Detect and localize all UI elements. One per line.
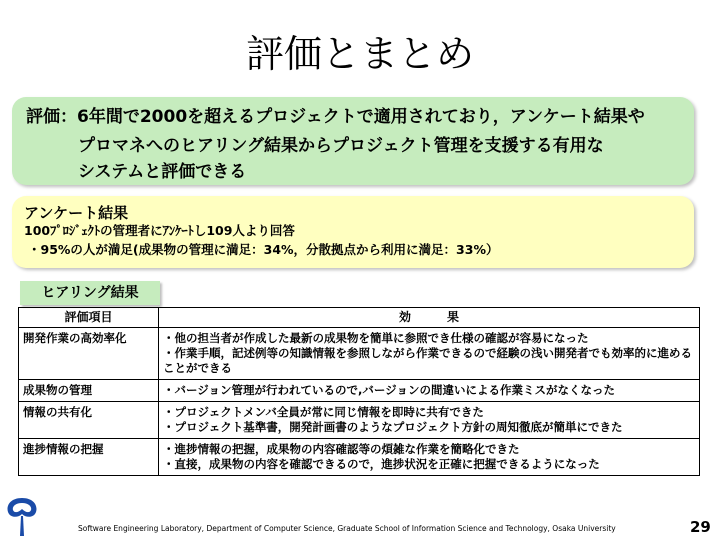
table-row [19, 439, 700, 476]
page-number: 29 [690, 518, 711, 536]
effect-text: ・バージョン管理が行われているので,バージョンの間違いによる作業ミスがなくなった [163, 383, 615, 397]
survey-heading: アンケート結果 [24, 204, 129, 222]
university-logo-icon [2, 494, 42, 542]
header-item: 評価項目 [19, 308, 159, 328]
footer-text: Software Engineering Laboratory, Department of Computer Science, Graduate School of Information Science and Technology, Osaka University [78, 524, 616, 533]
effect-text: ・他の担当者が作成した最新の成果物を簡単に参照でき仕様の確認が容易になった [163, 331, 589, 345]
survey-line-1: 100ﾌﾟﾛｼﾞｪｸﾄの管理者にｱﾝｹｰﾄし109人より回答 [24, 223, 295, 238]
slide-title: 評価とまとめ [245, 32, 474, 76]
table-row [19, 402, 700, 439]
row-item: 進捗情報の把握 [19, 439, 159, 476]
row-effects [159, 402, 700, 439]
header-effect: 効 果 [159, 308, 700, 328]
effect-text: ・作業手順，記述例等の知識情報を参照しながら作業できるので経験の浅い開発者でも効率的に進めることができる [163, 346, 692, 375]
row-item: 開発作業の高効率化 [19, 328, 159, 380]
table-row [19, 328, 700, 380]
table-header-row [19, 308, 700, 328]
survey-box [12, 196, 694, 268]
effect-text: ・直接，成果物の内容を確認できるので，進捗状況を正確に把握できるようになった [163, 457, 600, 471]
effect-text: ・プロジェクト基準書，開発計画書のようなプロジェクト方針の周知徹底が簡単にできた [163, 420, 623, 434]
row-item: 成果物の管理 [19, 380, 159, 402]
hearing-results-table [18, 307, 700, 476]
summary-line-1: 評価：6年間で2000を超えるプロジェクトで適用されており，アンケート結果や [26, 107, 645, 127]
row-item: 情報の共有化 [19, 402, 159, 439]
row-effects [159, 380, 700, 402]
table-row [19, 380, 700, 402]
row-effects [159, 328, 700, 380]
summary-line-3: システムと評価できる [78, 162, 247, 182]
hearing-label: ヒアリング結果 [20, 281, 160, 305]
summary-line-2: プロマネへのヒアリング結果からプロジェクト管理を支援する有用な [78, 136, 604, 156]
survey-line-2: ・95%の人が満足(成果物の管理に満足：34%，分散拠点から利用に満足：33%） [28, 242, 499, 257]
effect-text: ・進捗情報の把握，成果物の内容確認等の煩雑な作業を簡略化できた [163, 442, 520, 456]
row-effects [159, 439, 700, 476]
effect-text: ・プロジェクトメンバ全員が常に同じ情報を即時に共有できた [163, 405, 484, 419]
summary-box [12, 97, 694, 185]
